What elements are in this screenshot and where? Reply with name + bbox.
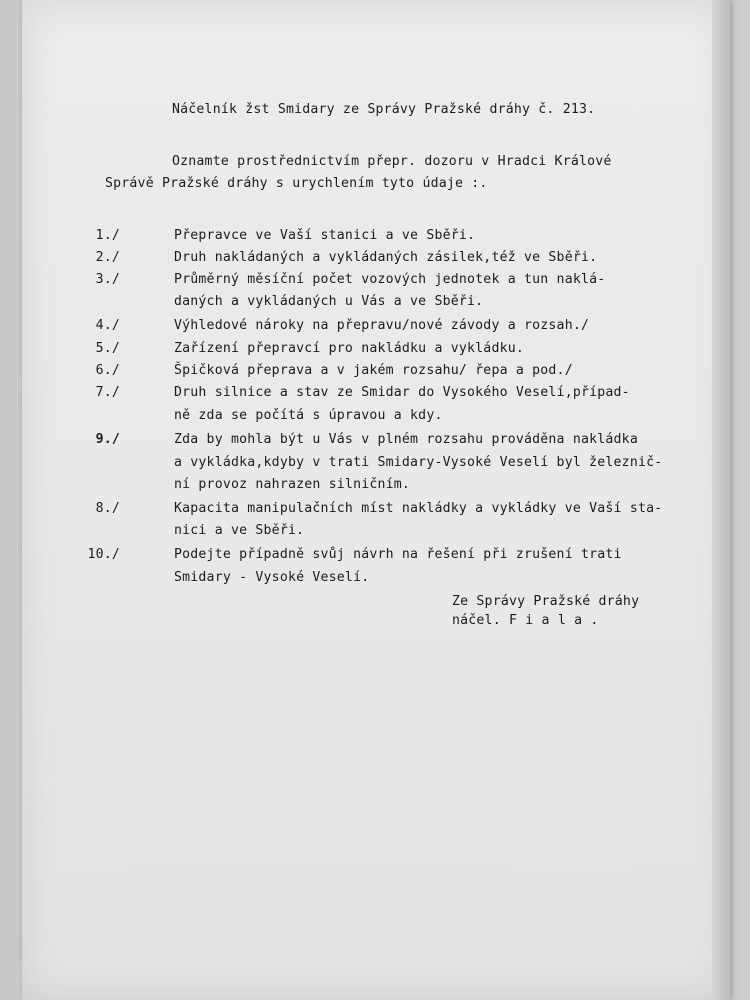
item-text: Smidary - Vysoké Veselí. bbox=[174, 570, 370, 585]
document-heading: Náčelník žst Smidary ze Správy Pražské dráhy č. 213. bbox=[172, 102, 596, 117]
item-text: Výhledové nároky na přepravu/nové závody a rozsah./ bbox=[174, 318, 590, 333]
item-text: Zařízení přepravcí pro nakládku a vykládku. bbox=[174, 341, 525, 356]
signature-line-1: Ze Správy Pražské dráhy bbox=[452, 594, 640, 609]
item-text: ně zda se počítá s úpravou a kdy. bbox=[174, 408, 443, 423]
item-text: Špičková přeprava a v jakém rozsahu/ řepa a pod./ bbox=[174, 363, 573, 378]
item-number: 4./ bbox=[95, 318, 120, 333]
intro-line-1: Oznamte prostřednictvím přepr. dozoru v Hradci Králové bbox=[172, 154, 612, 169]
item-text: Podejte případně svůj návrh na řešení při zrušení trati bbox=[174, 547, 622, 562]
item-text: daných a vykládaných u Vás a ve Sběři. bbox=[174, 294, 484, 309]
item-number: 7./ bbox=[95, 385, 120, 400]
item-text: Přepravce ve Vaší stanici a ve Sběři. bbox=[174, 228, 476, 243]
item-text: Zda by mohla být u Vás v plném rozsahu prováděna nakládka bbox=[174, 432, 638, 447]
item-text: Průměrný měsíční počet vozových jednotek a tun naklá- bbox=[174, 272, 606, 287]
item-text: Kapacita manipulačních míst nakládky a vykládky ve Vaší sta- bbox=[174, 501, 663, 516]
page-edge-shadow bbox=[712, 0, 730, 1000]
intro-line-2: Správě Pražské dráhy s urychlením tyto údaje :. bbox=[105, 176, 488, 191]
typewritten-page bbox=[22, 0, 730, 1000]
item-number: 9./ bbox=[95, 432, 120, 447]
item-number: 8./ bbox=[95, 501, 120, 516]
item-number: 1./ bbox=[95, 228, 120, 243]
item-number: 5./ bbox=[95, 341, 120, 356]
item-text: nici a ve Sběři. bbox=[174, 523, 305, 538]
item-text: Druh nakládaných a vykládaných zásilek,též ve Sběři. bbox=[174, 250, 598, 265]
item-number: 2./ bbox=[95, 250, 120, 265]
item-text: Druh silnice a stav ze Smidar do Vysokého Veselí,případ- bbox=[174, 385, 630, 400]
item-text: a vykládka,kdyby v trati Smidary-Vysoké Veselí byl železnič- bbox=[174, 455, 663, 470]
item-text: ní provoz nahrazen silničním. bbox=[174, 477, 411, 492]
item-number: 6./ bbox=[95, 363, 120, 378]
item-number: 10./ bbox=[87, 547, 120, 562]
signature-line-2: náčel. F i a l a . bbox=[452, 613, 599, 628]
item-number: 3./ bbox=[95, 272, 120, 287]
